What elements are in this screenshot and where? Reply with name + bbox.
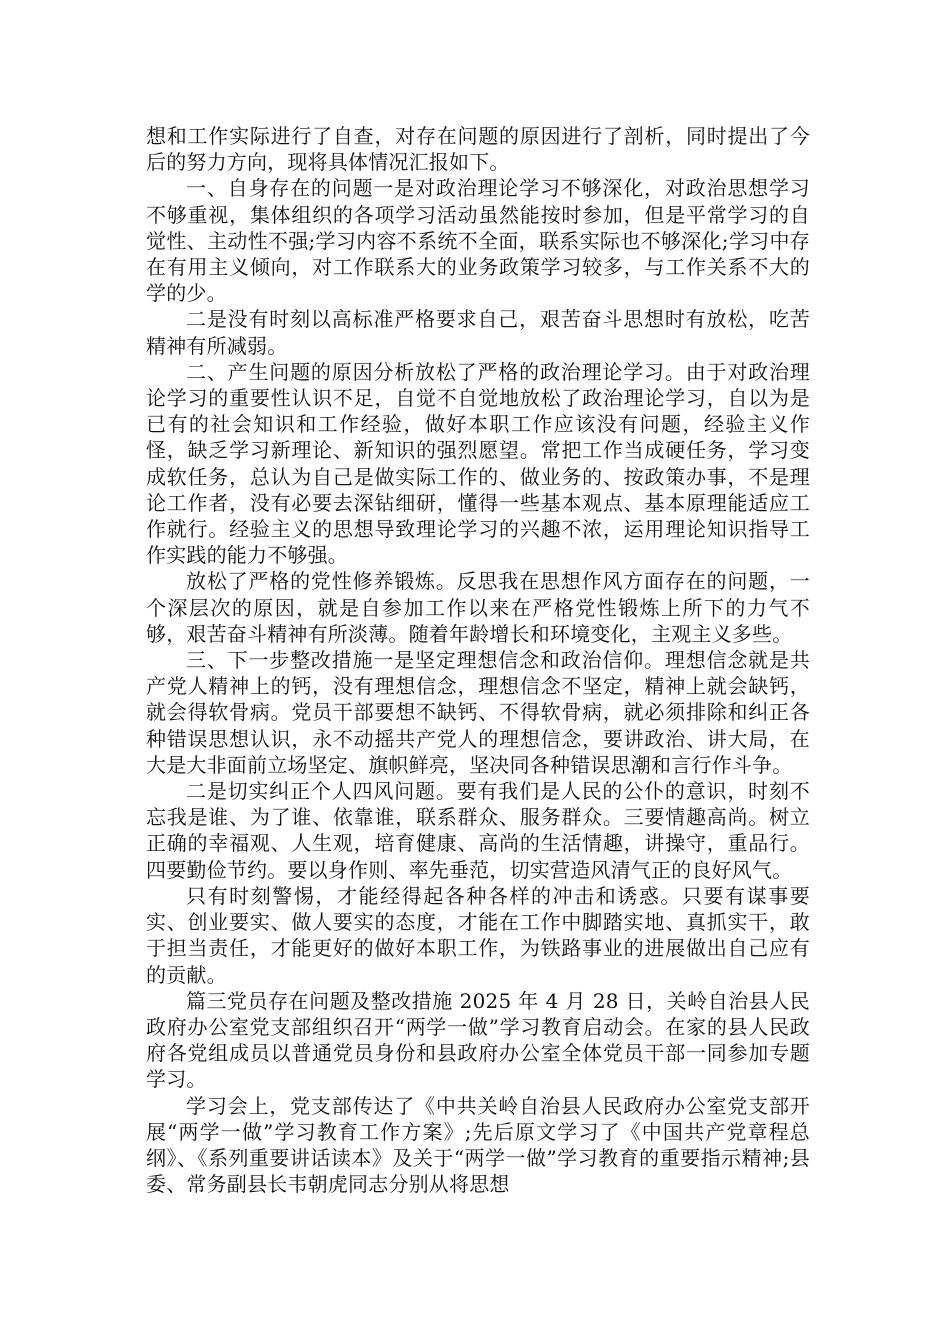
paragraph-6: 三、下一步整改措施一是坚定理想信念和政治信仰。理想信念就是共产党人精神上的钙，没有理想信念，理想信念不坚定，精神上就会缺钙，就会得软骨病。党员干部要想不缺钙、不得软骨病，就必须排除和纠正各种错误思想认识，永不动摇共产党人的理想信念，要讲政治、讲大局，在大是大非面前立场坚定、旗帜鲜亮，坚决同各种错误思潮和言行作斗争。 bbox=[146, 648, 810, 777]
paragraph-9: 篇三党员存在问题及整改措施 2025 年 4 月 28 日，关岭自治县人民政府办公室党支部组织召开“两学一做”学习教育启动会。在家的县人民政府各党组成员以普通党员身份和县政府办公室全体党员干部一同参加专题学习。 bbox=[146, 988, 810, 1092]
document-body bbox=[146, 123, 810, 1197]
paragraph-3: 二是没有时刻以高标准严格要求自己，艰苦奋斗思想时有放松，吃苦精神有所减弱。 bbox=[146, 307, 810, 358]
paragraph-7: 二是切实纠正个人四风问题。要有我们是人民的公仆的意识，时刻不忘我是谁、为了谁、依靠谁，联系群众、服务群众。三要情趣高尚。树立正确的幸福观、人生观，培育健康、高尚的生活情趣，讲操守，重品行。四要勤俭节约。要以身作则、率先垂范，切实营造风清气正的良好风气。 bbox=[146, 779, 810, 882]
paragraph-4: 二、产生问题的原因分析放松了严格的政治理论学习。由于对政治理论学习的重要性认识不足，自觉不自觉地放松了政治理论学习，自以为是已有的社会知识和工作经验，做好本职工作应该没有问题，经验主义作怪，缺乏学习新理论、新知识的强烈愿望。常把工作当成硬任务，学习变成软任务，总认为自己是做实际工作的、做业务的、按政策办事，不是理论工作者，没有必要去深钻细研，懂得一些基本观点、基本原理能适应工作就行。经验主义的思想导致理论学习的兴趣不浓，运用理论知识指导工作实践的能力不够强。 bbox=[146, 359, 810, 568]
paragraph-1: 想和工作实际进行了自查，对存在问题的原因进行了剖析，同时提出了今后的努力方向，现将具体情况汇报如下。 bbox=[146, 124, 810, 175]
paragraph-10: 学习会上，党支部传达了《中共关岭自治县人民政府办公室党支部开展“两学一做”学习教育工作方案》;先后原文学习了《中国共产党章程总纲》、《系列重要讲话读本》及关于“两学一做”学习教育的重要指示精神;县委、常务副县长韦朝虎同志分别从将思想 bbox=[146, 1093, 810, 1197]
paragraph-8: 只有时刻警惕，才能经得起各种各样的冲击和诱惑。只要有谋事要实、创业要实、做人要实的态度，才能在工作中脚踏实地、真抓实干，敢于担当责任，才能更好的做好本职工作，为铁路事业的进展做出自己应有的贡献。 bbox=[146, 883, 810, 987]
paragraph-5: 放松了严格的党性修养锻炼。反思我在思想作风方面存在的问题，一个深层次的原因，就是自参加工作以来在严格党性锻炼上所下的力气不够，艰苦奋斗精神有所淡薄。随着年龄增长和环境变化，主观主义多些。 bbox=[146, 569, 810, 646]
paragraph-2: 一、自身存在的问题一是对政治理论学习不够深化，对政治思想学习不够重视，集体组织的各项学习活动虽然能按时参加，但是平常学习的自觉性、主动性不强;学习内容不系统不全面，联系实际也不够深化;学习中存在有用主义倾向，对工作联系大的业务政策学习较多，与工作关系不大的学的少。 bbox=[146, 176, 810, 306]
